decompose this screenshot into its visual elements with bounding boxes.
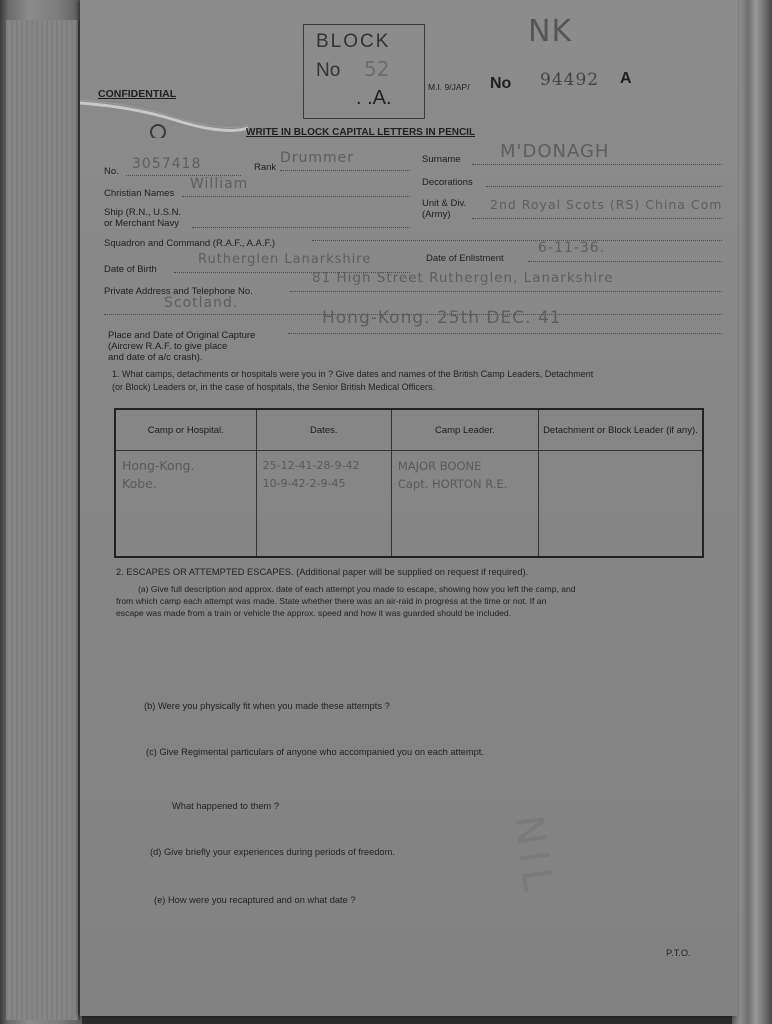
stamp-title: BLOCK	[316, 31, 391, 52]
instruction-heading: WRITE IN BLOCK CAPITAL LETTERS IN PENCIL	[246, 127, 476, 138]
q2e-text: (e) How were you recaptured and on what date ?	[154, 895, 356, 905]
decorations-line	[486, 186, 722, 187]
stamp-letter: . .A.	[356, 87, 392, 109]
q2a-text-3: escape was made from a train or vehicle the approx. speed and how it was guarded should be included.	[116, 608, 512, 618]
dates-entry-1: 25-12-41-28-9-42	[262, 459, 360, 472]
mi-reference: M.I. 9/JAP/	[428, 82, 470, 92]
camp-cell	[115, 451, 256, 558]
leader-header: Camp Leader.	[391, 409, 538, 451]
tie-string	[80, 98, 250, 138]
dates-cell	[256, 451, 391, 558]
no-value: 3057418	[132, 156, 202, 172]
q2b-text: (b) Were you physically fit when you made these attempts ?	[144, 701, 390, 711]
leader-entry-2: Capt. HORTON R.E.	[397, 477, 508, 491]
capture-label: Place and Date of Original Capture	[108, 330, 256, 341]
block-leader-header: Detachment or Block Leader (if any).	[538, 409, 703, 451]
q2c-followup-text: What happened to them ?	[172, 801, 279, 811]
binder-strap	[6, 20, 80, 1020]
camp-header: Camp or Hospital.	[115, 409, 256, 451]
table-row	[115, 451, 703, 558]
ship-line	[192, 227, 410, 228]
camp-entry-2: Kobe.	[122, 476, 157, 491]
leader-entry-1: MAJOR BOONE	[397, 459, 482, 473]
form-suffix: A	[620, 70, 632, 87]
address-line	[290, 291, 722, 292]
enlistment-value: 6-11-36.	[538, 240, 606, 256]
page-stack-edge	[732, 0, 772, 1024]
capture-label-3: and date of a/c crash).	[108, 352, 203, 363]
ship-label: Ship (R.N., U.S.N.	[104, 207, 182, 218]
camp-entry-1: Hong-Kong.	[122, 458, 195, 473]
document-page	[80, 0, 738, 1016]
dates-entry-2: 10-9-42-2-9-45	[262, 477, 346, 490]
enlistment-line	[528, 261, 722, 262]
form-number: 94492	[540, 70, 600, 90]
address-label: Private Address and Telephone No.	[104, 286, 253, 297]
block-leader-cell	[538, 451, 703, 558]
capture-label-2: (Aircrew R.A.F. to give place	[108, 341, 228, 352]
dob-label: Date of Birth	[104, 264, 157, 275]
capture-line	[288, 333, 722, 334]
unit-label: Unit & Div.	[422, 198, 467, 209]
squadron-label: Squadron and Command (R.A.F., A.A.F.)	[104, 238, 276, 249]
q2a-text: (a) Give full description and approx. date of each attempt you made to escape, showing how you left the camp, and	[138, 584, 576, 594]
dob-value: Rutherglen Lanarkshire	[198, 252, 372, 267]
q2-title: 2. ESCAPES OR ATTEMPTED ESCAPES. (Additional paper will be supplied on request if required).	[116, 567, 529, 577]
unit-value: 2nd Royal Scots (RS) China Com	[490, 197, 723, 212]
surname-line	[472, 164, 722, 165]
unit-label-2: (Army)	[422, 209, 451, 220]
surname-value: M'DONAGH	[500, 141, 610, 162]
address-value-2: Scotland.	[164, 295, 239, 311]
christian-names-line	[182, 196, 410, 197]
rank-label: Rank	[254, 162, 277, 173]
unit-line	[472, 218, 722, 219]
surname-label: Surname	[422, 154, 461, 165]
q1-text: 1. What camps, detachments or hospitals were you in ? Give dates and names of the British Camp Leaders, Detachment	[112, 369, 594, 379]
stamp-no-label: No	[316, 60, 341, 81]
address-value: 81 High Street Rutherglen, Lanarkshire	[312, 270, 614, 286]
decorations-label: Decorations	[422, 177, 473, 188]
number-label: No	[490, 75, 512, 92]
q2a-text-2: from which camp each attempt was made. State whether there was an air-raid in progress at the time or not. If an	[116, 596, 547, 606]
christian-names-label: Christian Names	[104, 188, 175, 199]
q2c-text: (c) Give Regimental particulars of anyone who accompanied you on each attempt.	[146, 747, 484, 757]
pto-label: P.T.O.	[666, 948, 691, 958]
ship-label-2: or Merchant Navy	[104, 218, 179, 229]
block-stamp	[303, 24, 425, 119]
dates-header: Dates.	[256, 409, 391, 451]
camps-table	[114, 408, 704, 558]
rank-line	[280, 170, 410, 171]
confidential-label: CONFIDENTIAL	[98, 88, 177, 100]
rank-value: Drummer	[280, 150, 355, 166]
squadron-line	[312, 240, 722, 241]
nil-handwritten: NIL	[504, 812, 562, 900]
q2d-text: (d) Give briefly your experiences during periods of freedom.	[150, 847, 395, 857]
no-label: No.	[104, 166, 119, 177]
capture-value: Hong-Kong. 25th DEC. 41	[322, 308, 562, 328]
christian-names-value: William	[190, 176, 249, 192]
q1-text-2: (or Block) Leaders or, in the case of hospitals, the Senior British Medical Officers.	[112, 382, 435, 392]
binder-spine	[0, 0, 82, 1024]
stamp-no-handwritten: 52	[364, 57, 390, 81]
leader-cell	[391, 451, 538, 558]
enlistment-label: Date of Enlistment	[426, 253, 504, 264]
corner-initials: NK	[528, 14, 573, 49]
